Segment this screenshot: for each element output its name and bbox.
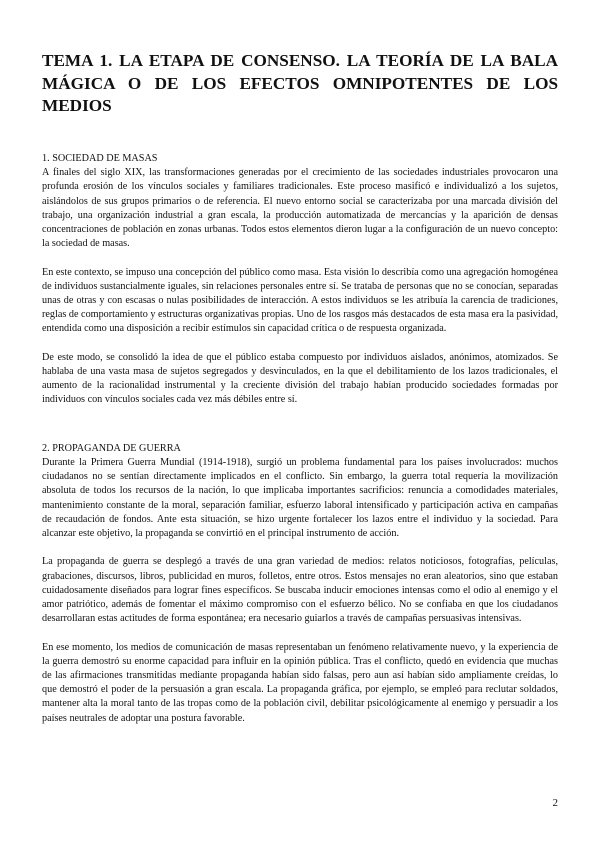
paragraph: En ese momento, los medios de comunicación de masas representaban un fenómeno relativamente nuevo, y la experiencia de la guerra demostró su enorme capacidad para influir en la opinión pública. Tras el conflicto, quedó en evidencia que muchas de las afirmaciones transmitidas mediante propaganda habían sido falsas, pero aun así habían sido ampliamente creídas, lo que demostró el poder de la persuasión a gran escala. La propaganda gráfica, por ejemplo, se empleó para reclutar soldados, mantener alta la moral tanto de las tropas como de la población civil, debilitar psicológicamente al enemigo y persuadir a los países neutrales de adoptar una postura favorable. [42,641,558,724]
paragraph: Durante la Primera Guerra Mundial (1914-1918), surgió un problema fundamental para los países involucrados: muchos ciudadanos no se sentían directamente implicados en el conflicto. Sin embargo, la guerra total requería la movilización absoluta de todos los recursos de la nación, lo que implicaba importantes sacrificios: renuncia a comodidades materiales, mantenimiento constante de la moral, separación familiar, esfuerzo laboral intensificado y participación activa en campañas de recaudación de fondos. Ante esta situación, se hizo urgente fortalecer los lazos entre el individuo y la sociedad. Para alcanzar este objetivo, la propaganda se convirtió en el principal instrumento de acción. [42,457,558,540]
section-propaganda-de-guerra [42,442,558,726]
section-heading: 2. PROPAGANDA DE GUERRA [42,442,181,454]
section-sociedad-de-masas [42,152,558,408]
page-number: 2 [552,797,558,809]
paragraph: La propaganda de guerra se desplegó a través de una gran variedad de medios: relatos noticiosos, fotografías, películas, grabaciones, discursos, libros, publicidad en muros, folletos, entre otros. Estos mensajes no eran aleatorios, sino que estaban cuidadosamente diseñados para lograr fines específicos. Se buscaba inducir emociones intensas como el odio al enemigo y el amor patriótico, además de fomentar el máximo compromiso con el esfuerzo bélico. No se confiaba en que los ciudadanos desarrollaran estas actitudes de forma espontánea; era necesario guiarlos a través de campañas persuasivas intensivas. [42,556,558,625]
section-heading: 1. SOCIEDAD DE MASAS [42,153,158,164]
page-title: TEMA 1. LA ETAPA DE CONSENSO. LA TEORÍA DE LA BALA MÁGICA O DE LOS EFECTOS OMNIPOTENTES DE LOS MEDIOS [42,51,558,115]
section-spacer [42,422,558,442]
paragraph: De este modo, se consolidó la idea de que el público estaba compuesto por individuos aislados, anónimos, atomizados. Se hablaba de una vasta masa de sujetos segregados y desvinculados, en la que el debilitamiento de los lazos tradicionales, el aumento de la racionalidad instrumental y la creciente división del trabajo habían producido sociedades formadas por individuos con vínculos sociales cada vez más débiles entre sí. [42,351,558,406]
paragraph: A finales del siglo XIX, las transformaciones generadas por el crecimiento de las sociedades industriales provocaron una profunda erosión de los vínculos sociales y familiares tradicionales. Este proceso masificó e individualizó a los sujetos, aislándolos de sus grupos primarios o de referencia. El nuevo entorno social se caracterizaba por una marcada división del trabajo, una organización industrial a gran escala, la producción automatizada de mercancías y la aparición de densas concentraciones de población en zonas urbanas. Todos estos elementos dieron lugar a la configuración de un nuevo concepto: la sociedad de masas. [42,167,558,250]
document-body [42,152,558,740]
paragraph: En este contexto, se impuso una concepción del público como masa. Esta visión lo describía como una agregación homogénea de individuos sustancialmente iguales, sin relaciones personales entre sí. Se trataba de personas que no se conocían, separadas unas de otras y con escasas o nulas posibilidades de interacción. A estos individuos se les atribuía la carencia de tradiciones, reglas de comportamiento y estructuras organizativas propias. Uno de los rasgos más destacados de esta masa era la pasividad, entendida como una disposición a recibir estímulos sin capacidad crítica o de respuesta organizada. [42,266,558,335]
